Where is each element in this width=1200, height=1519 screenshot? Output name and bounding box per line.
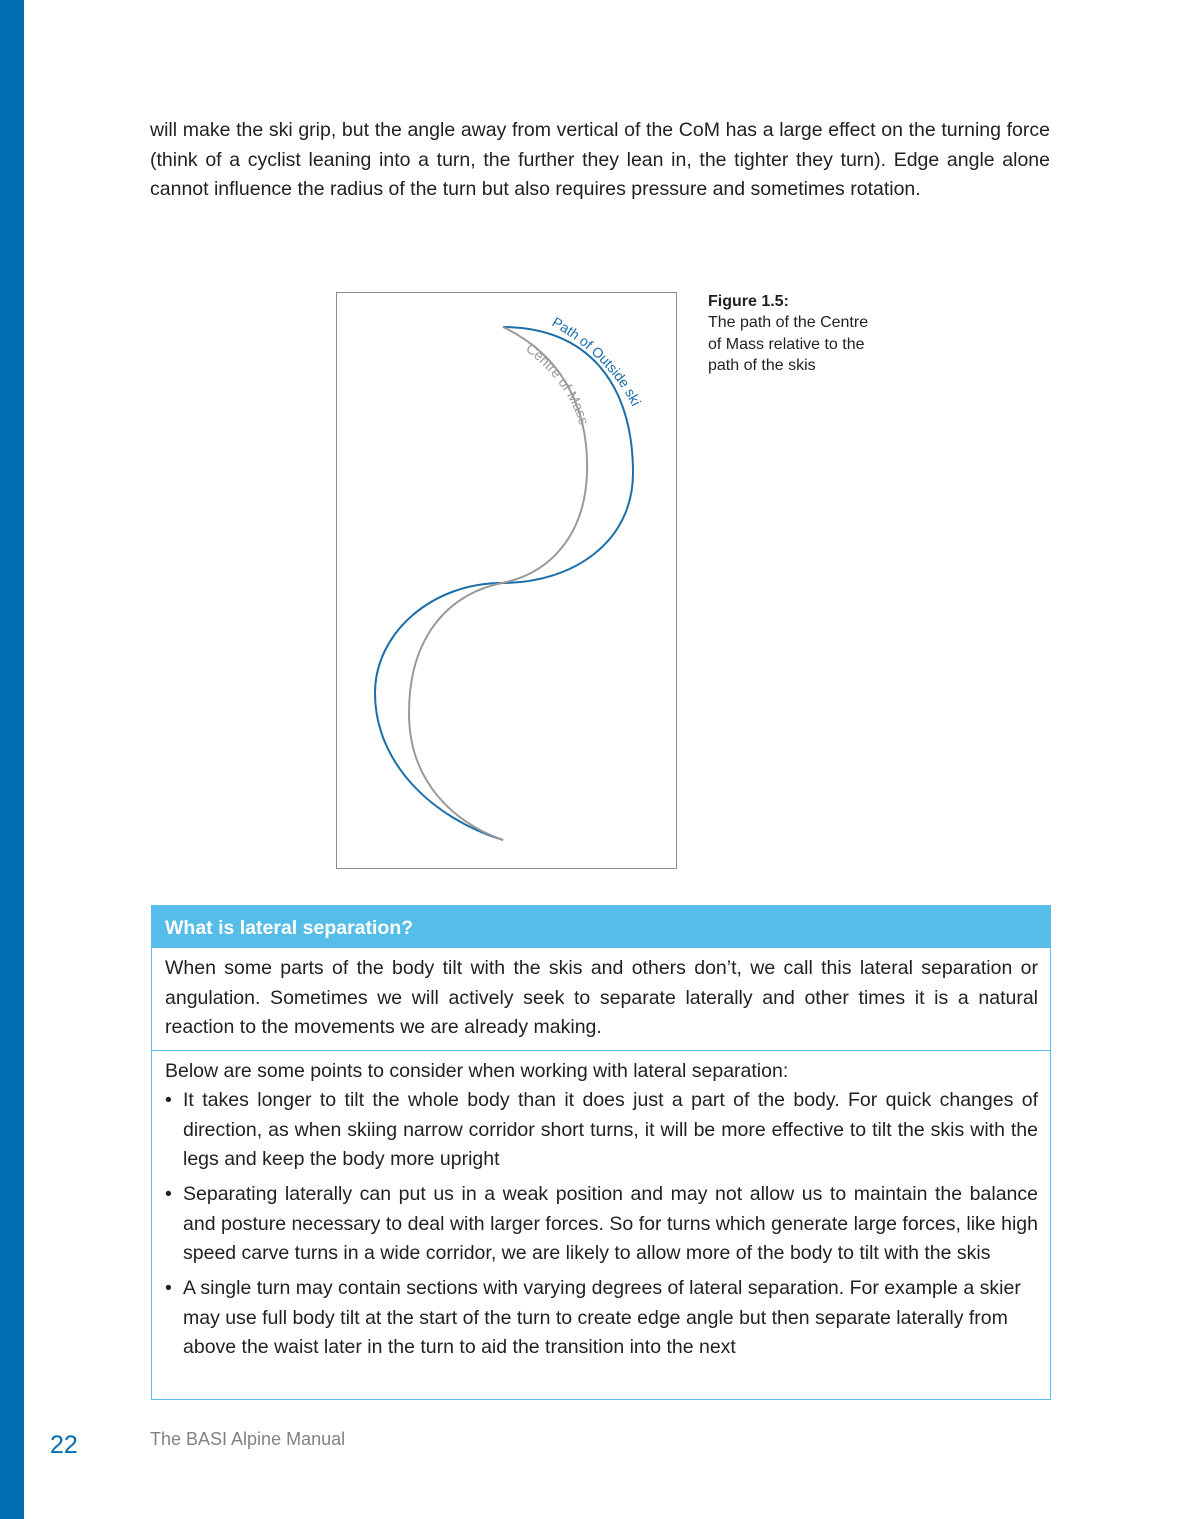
points-list — [165, 1086, 1038, 1363]
centre-of-mass-path — [409, 327, 587, 840]
list-item: • It takes longer to tilt the whole body than it does just a part of the body. For quick changes of direction, as when skiing narrow corridor short turns, it will be more effective to tilt the skis with the legs and keep the body more upright — [165, 1086, 1038, 1175]
figure-diagram — [336, 292, 677, 869]
bullet-icon: • — [165, 1277, 172, 1299]
page-number: 22 — [50, 1431, 78, 1459]
outside-ski-label: Path of Outside ski — [549, 313, 645, 409]
box-definition: When some parts of the body tilt with the skis and others don’t, we call this lateral separation or angulation. Sometimes we will actively seek to separate laterally and other times it is a natural reaction to the movements we are already making. — [152, 948, 1050, 1051]
box-heading: What is lateral separation? — [152, 906, 1050, 948]
centre-of-mass-label: Centre of Mass — [523, 339, 593, 427]
list-item: • A single turn may contain sections with varying degrees of lateral separation. For example a skier may use full body tilt at the start of the turn to create edge angle but then separate laterally from above the waist later in the turn to aid the transition into the next — [165, 1274, 1038, 1363]
box-points — [152, 1051, 1050, 1375]
bullet-icon: • — [165, 1183, 172, 1205]
intro-paragraph: will make the ski grip, but the angle away from vertical of the CoM has a large effect on the turning force (think of a cyclist leaning into a turn, the further they lean in, the tighter they turn). Edge angle alone cannot influence the radius of the turn but also requires pressure and sometimes rotation. — [150, 119, 1050, 200]
figure-caption — [708, 291, 878, 376]
bullet-icon: • — [165, 1089, 172, 1111]
turn-paths-diagram — [337, 293, 678, 870]
list-item: • Separating laterally can put us in a weak position and may not allow us to maintain the balance and posture necessary to deal with larger forces. So for turns which generate large forces, like high speed carve turns in a wide corridor, we are likely to allow more of the body to tilt with the skis — [165, 1180, 1038, 1269]
points-lead: Below are some points to consider when working with lateral separation: — [165, 1059, 789, 1082]
caption-text: The path of the Centre of Mass relative to the path of the skis — [708, 314, 869, 374]
caption-title: Figure 1.5: — [708, 293, 789, 310]
footer-title: The BASI Alpine Manual — [150, 1429, 346, 1449]
lateral-separation-box — [151, 905, 1051, 1400]
side-color-bar — [0, 0, 24, 1519]
